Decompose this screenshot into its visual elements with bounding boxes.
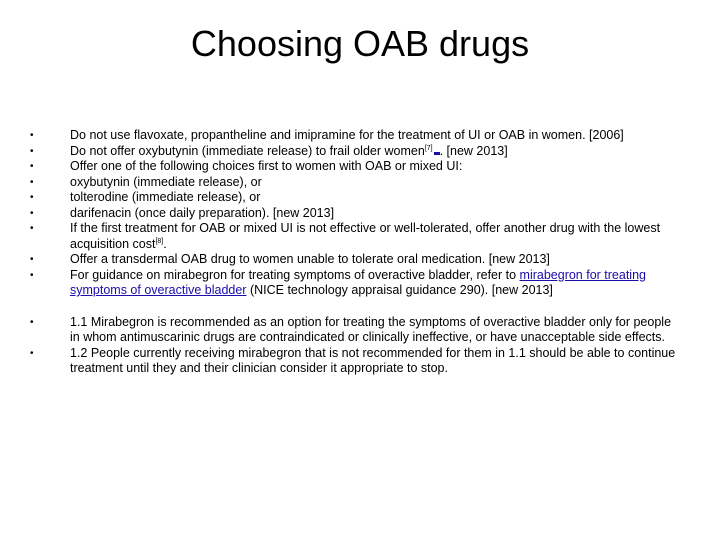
bullet-list [30, 128, 680, 377]
item-text: If the first treatment for OAB or mixed UI is not effective or well-tolerated, offer another drug with the lowest acquisition cost [70, 221, 661, 251]
list-item [30, 159, 680, 175]
bullet-icon: • [30, 223, 34, 234]
bullet-icon: • [30, 161, 34, 172]
item-text: Do not use flavoxate, propantheline and imipramine for the treatment of UI or OAB in women. [2006] [70, 128, 624, 142]
bullet-icon: • [30, 347, 34, 359]
list-spacer [30, 299, 680, 315]
item-text: tolterodine (immediate release), or [70, 190, 261, 204]
bullet-icon: • [30, 316, 34, 328]
item-text: Offer a transdermal OAB drug to women unable to tolerate oral medication. [new 2013] [70, 252, 550, 266]
list-item [30, 175, 680, 191]
item-suffix: (NICE technology appraisal guidance 290). [new 2013] [246, 283, 553, 297]
item-text: oxybutynin (immediate release), or [70, 174, 262, 189]
item-text: darifenacin (once daily preparation). [new 2013] [70, 205, 335, 220]
citation-ref[interactable]: [7] [424, 144, 433, 152]
item-suffix: . [163, 236, 167, 251]
bullet-icon: • [30, 145, 34, 157]
list-item [30, 144, 680, 160]
list-item [30, 346, 680, 377]
bullet-icon: • [30, 269, 34, 281]
item-suffix: . [new 2013] [439, 143, 508, 158]
item-text: For guidance on mirabegron for treating symptoms of overactive bladder, refer to [70, 267, 520, 282]
list-item [30, 268, 680, 299]
bullet-icon: • [30, 130, 34, 141]
list-item [30, 206, 680, 222]
slide-title: Choosing OAB drugs [190, 23, 530, 64]
list-item [30, 128, 680, 144]
item-text: 1.1 Mirabegron is recommended as an option for treating the symptoms of overactive bladder only for people in whom antimuscarinic drugs are contraindicated or clinically ineffective, or have unacceptable side effects. [70, 314, 672, 344]
item-text: Offer one of the following choices first to women with OAB or mixed UI: [70, 159, 463, 173]
item-text: Do not offer oxybutynin (immediate release) to frail older women [70, 143, 425, 158]
bullet-icon: • [30, 207, 34, 219]
bullet-icon: • [30, 192, 34, 203]
citation-ref[interactable]: [8] [155, 237, 164, 245]
list-item [30, 315, 680, 346]
mirabegron-guidance-link[interactable]: mirabegron for treating symptoms of overactive bladder [70, 267, 646, 297]
bullet-icon: • [30, 254, 34, 265]
list-item [30, 252, 680, 268]
list-item [30, 190, 680, 206]
item-text: 1.2 People currently receiving mirabegron that is not recommended for them in 1.1 should be able to continue treatment until they and their clinician consider it appropriate to stop. [70, 345, 676, 375]
list-item [30, 221, 680, 252]
bullet-icon: • [30, 176, 34, 188]
